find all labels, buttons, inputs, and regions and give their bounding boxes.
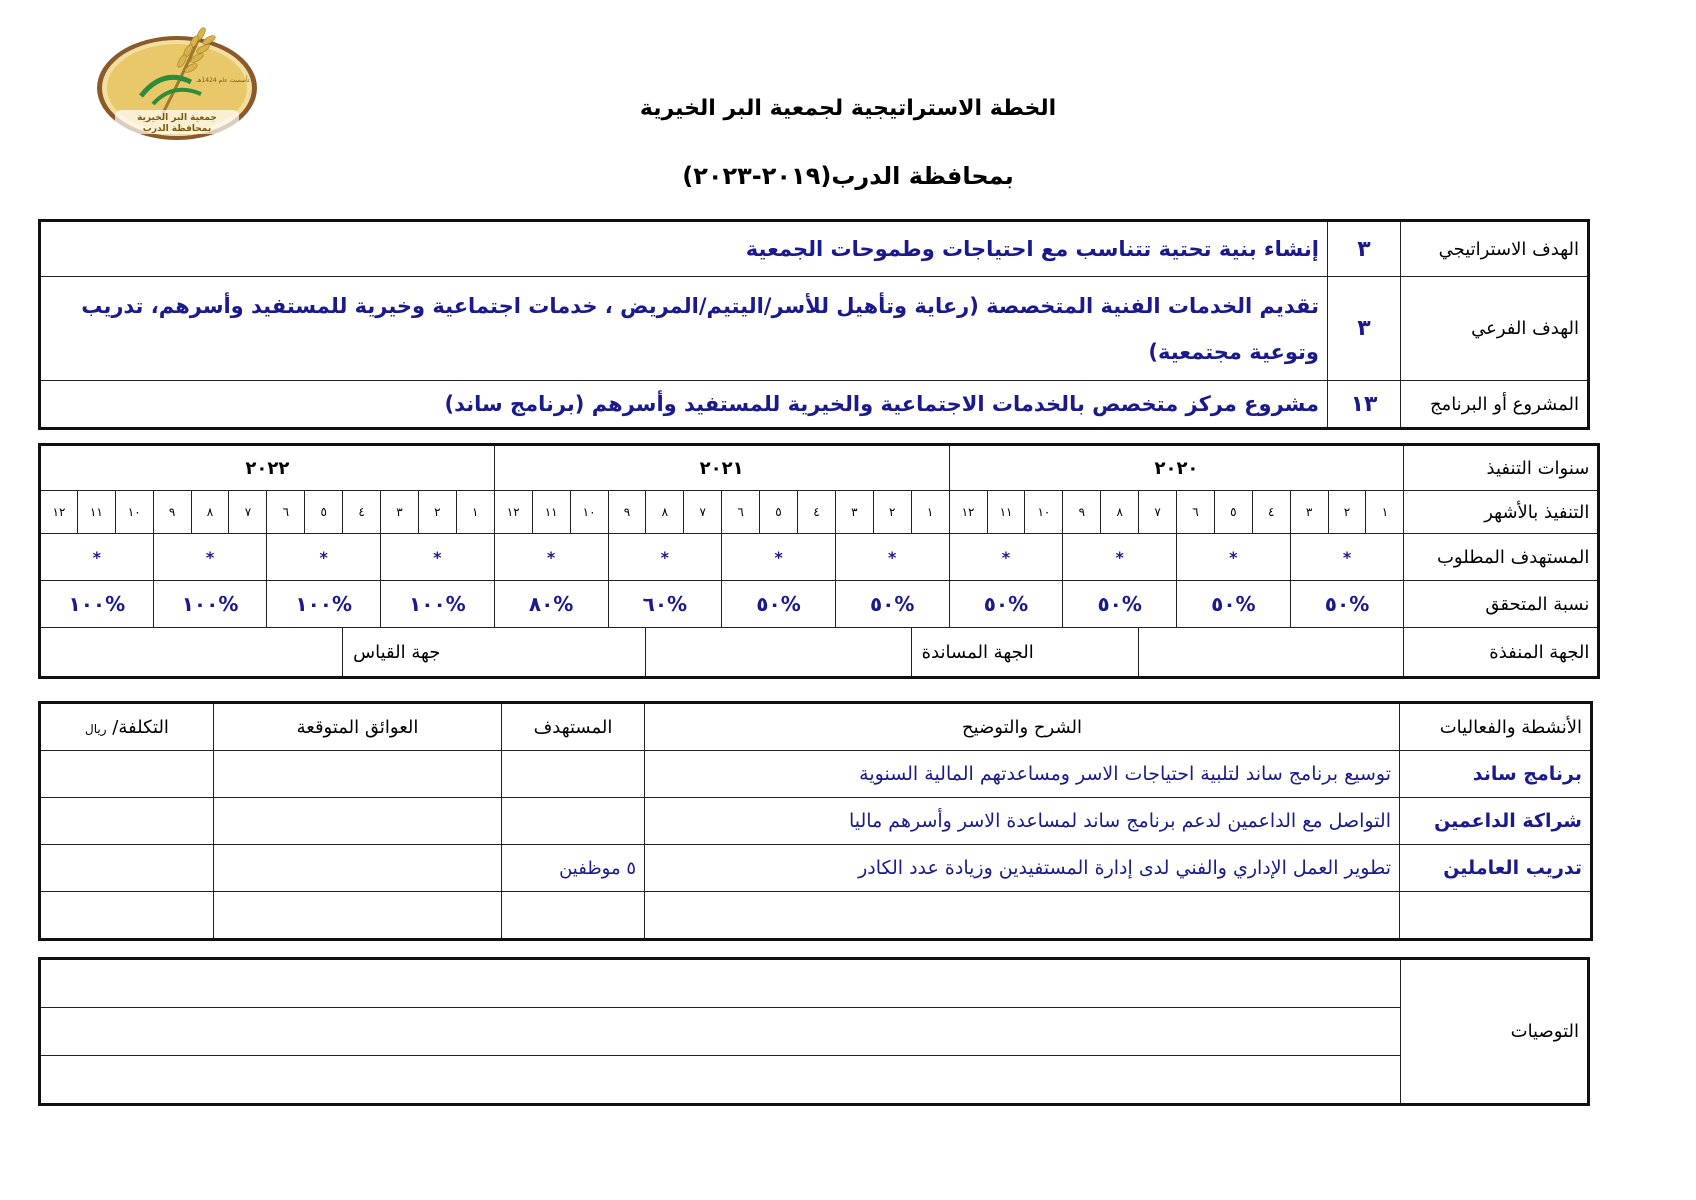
sub-goal-label: الهدف الفرعي: [1401, 277, 1589, 381]
explanation-header: الشرح والتوضيح: [645, 703, 1400, 751]
measuring-entity-value: [40, 628, 343, 678]
activity-obstacles: [214, 798, 502, 845]
month-cell: ٤: [797, 491, 835, 534]
target-mark: *: [1177, 534, 1291, 581]
month-cell: ٧: [1139, 491, 1177, 534]
recommendation-text: [40, 1008, 1401, 1056]
activities-header-row: [40, 703, 1592, 751]
measuring-entity-label: جهة القياس: [343, 628, 646, 678]
document-subtitle: بمحافظة الدرب(٢٠١٩-٢٠٢٣): [682, 162, 1014, 190]
activity-obstacles: [214, 892, 502, 940]
logo-text: جمعية البر الخيرية: [137, 113, 217, 123]
activity-row: [40, 892, 1592, 940]
logo-text-2: بمحافظة الدرب: [142, 124, 212, 134]
achieved-percent: %١٠٠: [381, 581, 495, 628]
month-cell: ١١: [532, 491, 570, 534]
month-cell: ١٢: [494, 491, 532, 534]
month-cell: ١: [911, 491, 949, 534]
recommendation-text: [40, 1056, 1401, 1105]
achieved-row: [40, 581, 1599, 628]
month-cell: ٨: [646, 491, 684, 534]
activity-cost: [40, 845, 214, 892]
target-mark: *: [494, 534, 608, 581]
year-cell: ٢٠٢٢: [40, 445, 495, 491]
activity-name: برنامج ساند: [1400, 751, 1592, 798]
month-cell: ٦: [267, 491, 305, 534]
year-cell: ٢٠٢٠: [949, 445, 1404, 491]
month-cell: ٣: [381, 491, 419, 534]
activity-cost: [40, 751, 214, 798]
months-row: [40, 491, 1599, 534]
activity-explanation: توسيع برنامج ساند لتلبية احتياجات الاسر ومساعدتهم المالية السنوية: [645, 751, 1400, 798]
logo-founded: تأسست عام 1424هـ: [196, 77, 250, 84]
recommendation-line: [40, 1008, 1589, 1056]
month-cell: ٨: [191, 491, 229, 534]
month-cell: ٤: [343, 491, 381, 534]
activity-name: شراكة الداعمين: [1400, 798, 1592, 845]
target-mark: *: [1063, 534, 1177, 581]
months-label: التنفيذ بالأشهر: [1404, 491, 1599, 534]
target-row: [40, 534, 1599, 581]
month-cell: ٩: [153, 491, 191, 534]
achieved-percent: %٨٠: [494, 581, 608, 628]
cost-header-label: التكلفة/: [112, 716, 169, 738]
goals-table: [38, 219, 1590, 430]
target-mark: *: [267, 534, 381, 581]
month-cell: ٥: [305, 491, 343, 534]
target-mark: *: [381, 534, 495, 581]
achieved-label: نسبة المتحقق: [1404, 581, 1599, 628]
target-mark: *: [835, 534, 949, 581]
month-cell: ٩: [608, 491, 646, 534]
activity-target: [502, 798, 645, 845]
month-cell: ٥: [760, 491, 798, 534]
month-cell: ٧: [684, 491, 722, 534]
supporting-entity-label: الجهة المساندة: [911, 628, 1138, 678]
strategic-goal-label: الهدف الاستراتيجي: [1401, 221, 1589, 277]
activities-table: [38, 701, 1593, 941]
month-cell: ١٠: [570, 491, 608, 534]
month-cell: ١٢: [949, 491, 987, 534]
sub-goal-number: ٣: [1328, 277, 1401, 381]
month-cell: ١٠: [1025, 491, 1063, 534]
month-cell: ١١: [77, 491, 115, 534]
month-cell: ٦: [1177, 491, 1215, 534]
activity-target: ٥ موظفين: [502, 845, 645, 892]
month-cell: ١: [456, 491, 494, 534]
target-mark: *: [40, 534, 154, 581]
achieved-percent: %١٠٠: [40, 581, 154, 628]
target-mark: *: [1290, 534, 1404, 581]
recommendation-line: [40, 959, 1589, 1008]
achieved-percent: %٥٠: [835, 581, 949, 628]
achieved-percent: %٥٠: [1290, 581, 1404, 628]
month-cell: ١: [1366, 491, 1404, 534]
month-cell: ٩: [1063, 491, 1101, 534]
target-mark: *: [608, 534, 722, 581]
achieved-percent: %٥٠: [1063, 581, 1177, 628]
achieved-percent: %٥٠: [949, 581, 1063, 628]
association-logo: [93, 18, 261, 143]
strategic-goal-number: ٣: [1328, 221, 1401, 277]
activity-name: تدريب العاملين: [1400, 845, 1592, 892]
month-cell: ٥: [1214, 491, 1252, 534]
month-cell: ٧: [229, 491, 267, 534]
activities-header: الأنشطة والفعاليات: [1400, 703, 1592, 751]
activity-cost: [40, 798, 214, 845]
project-number: ١٣: [1328, 381, 1401, 429]
month-cell: ١٢: [40, 491, 78, 534]
month-cell: ٦: [722, 491, 760, 534]
cost-unit: ريال: [85, 721, 107, 736]
month-cell: ١١: [987, 491, 1025, 534]
project-row: [40, 381, 1589, 429]
strategic-goal-row: [40, 221, 1589, 277]
month-cell: ١٠: [115, 491, 153, 534]
activity-name: [1400, 892, 1592, 940]
achieved-percent: %٦٠: [608, 581, 722, 628]
document-title: الخطة الاستراتيجية لجمعية البر الخيرية: [639, 96, 1057, 121]
achieved-percent: %٥٠: [722, 581, 836, 628]
obstacles-header: العوائق المتوقعة: [214, 703, 502, 751]
project-text: مشروع مركز متخصص بالخدمات الاجتماعية والخيرية للمستفيد وأسرهم (برنامج ساند): [40, 381, 1328, 429]
month-cell: ٢: [1328, 491, 1366, 534]
activity-row: [40, 845, 1592, 892]
project-label: المشروع أو البرنامج: [1401, 381, 1589, 429]
activity-explanation: تطوير العمل الإداري والفني لدى إدارة المستفيدين وزيادة عدد الكادر: [645, 845, 1400, 892]
years-label: سنوات التنفيذ: [1404, 445, 1599, 491]
activity-target: [502, 751, 645, 798]
activity-target: [502, 892, 645, 940]
recommendation-text: [40, 959, 1401, 1008]
target-label: المستهدف المطلوب: [1404, 534, 1599, 581]
month-cell: ٣: [1290, 491, 1328, 534]
month-cell: ٣: [835, 491, 873, 534]
entities-row: [40, 628, 1599, 678]
achieved-percent: %٥٠: [1177, 581, 1291, 628]
activity-obstacles: [214, 845, 502, 892]
sub-goal-row: [40, 277, 1589, 381]
achieved-percent: %١٠٠: [153, 581, 267, 628]
years-row: [40, 445, 1599, 491]
achieved-percent: %١٠٠: [267, 581, 381, 628]
activity-row: [40, 798, 1592, 845]
target-mark: *: [153, 534, 267, 581]
activity-cost: [40, 892, 214, 940]
recommendations-label: التوصيات: [1401, 959, 1589, 1105]
recommendation-line: [40, 1056, 1589, 1105]
target-mark: *: [949, 534, 1063, 581]
schedule-table: [38, 443, 1600, 679]
month-cell: ٤: [1252, 491, 1290, 534]
activity-explanation: التواصل مع الداعمين لدعم برنامج ساند لمساعدة الاسر وأسرهم ماليا: [645, 798, 1400, 845]
strategic-goal-text: إنشاء بنية تحتية تتناسب مع احتياجات وطموحات الجمعية: [40, 221, 1328, 277]
recommendations-table: [38, 957, 1590, 1106]
month-cell: ٨: [1101, 491, 1139, 534]
year-cell: ٢٠٢١: [494, 445, 949, 491]
month-cell: ٢: [873, 491, 911, 534]
activity-explanation: [645, 892, 1400, 940]
supporting-entity-value: [646, 628, 911, 678]
month-cell: ٢: [418, 491, 456, 534]
target-mark: *: [722, 534, 836, 581]
activity-row: [40, 751, 1592, 798]
sub-goal-text: تقديم الخدمات الفنية المتخصصة (رعاية وتأهيل للأسر/اليتيم/المريض ، خدمات اجتماعية وخيرية للمستفيد وأسرهم، تدريب وتوعية مجتمعية): [40, 277, 1328, 381]
target-header: المستهدف: [502, 703, 645, 751]
executing-entity-value: [1139, 628, 1404, 678]
cost-header: [40, 703, 214, 751]
activity-obstacles: [214, 751, 502, 798]
executing-entity-label: الجهة المنفذة: [1404, 628, 1599, 678]
